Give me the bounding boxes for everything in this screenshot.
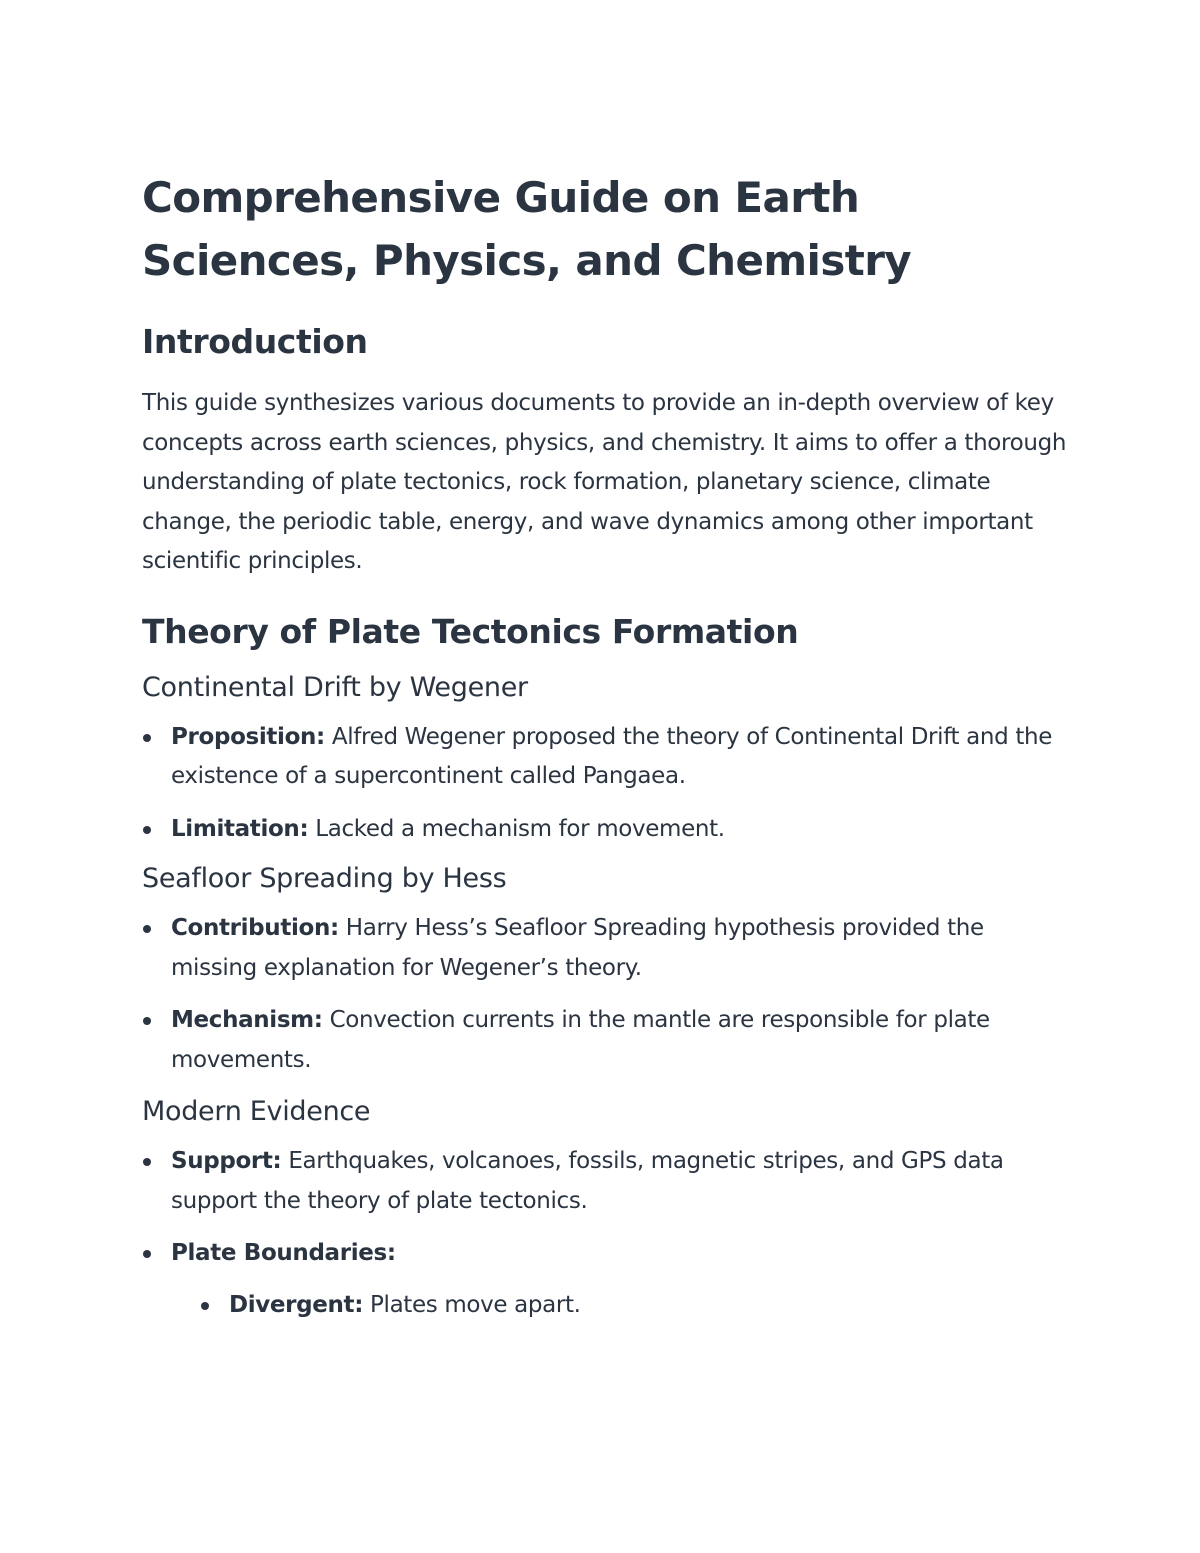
document-page: [142, 166, 1072, 1325]
list-item-term: Contribution:: [171, 915, 339, 941]
introduction-heading: Introduction: [142, 322, 368, 361]
list-item: [200, 1286, 1072, 1326]
seafloor-spreading-heading: Seafloor Spreading by Hess: [142, 863, 507, 894]
list-item-term: Support:: [171, 1148, 282, 1174]
list-item: [142, 1142, 1072, 1221]
seafloor-spreading-section: [142, 861, 1072, 1080]
bullet-icon: [143, 1250, 151, 1258]
list-item-term: Plate Boundaries:: [171, 1240, 396, 1266]
modern-evidence-list: [142, 1142, 1072, 1325]
bullet-icon: [201, 1302, 209, 1310]
list-item-text: Alfred Wegener proposed the theory of Continental Drift and the existence of a supercontinent called Pangaea.: [171, 723, 1053, 789]
bullet-icon: [143, 734, 151, 742]
list-item-term: Proposition:: [171, 723, 325, 750]
continental-drift-list: [142, 718, 1072, 850]
plate-boundaries-sublist: [200, 1286, 1072, 1326]
bullet-icon: [143, 1017, 151, 1025]
continental-drift-heading: Continental Drift by Wegener: [142, 671, 528, 703]
list-item-term: Limitation:: [171, 815, 309, 842]
bullet-icon: [143, 826, 151, 834]
list-item: [142, 1001, 1072, 1080]
list-item: [142, 909, 1072, 988]
list-item-term: Divergent:: [229, 1291, 364, 1318]
document-title: Comprehensive Guide on Earth Sciences, Physics, and Chemistry: [142, 173, 912, 285]
list-item-text: Earthquakes, volcanoes, fossils, magnetic stripes, and GPS data support the theory of plate tectonics.: [171, 1148, 1004, 1214]
modern-evidence-section: [142, 1094, 1072, 1325]
bullet-icon: [143, 925, 151, 933]
list-item-text: Harry Hess’s Seafloor Spreading hypothesis provided the missing explanation for Wegener’s theory.: [171, 915, 984, 981]
bullet-icon: [143, 1158, 151, 1166]
list-item: [142, 1234, 1072, 1325]
seafloor-spreading-list: [142, 909, 1072, 1080]
list-item-text: Convection currents in the mantle are responsible for plate movements.: [171, 1007, 990, 1073]
list-item-text: Lacked a mechanism for movement.: [308, 815, 725, 842]
introduction-paragraph: This guide synthesizes various documents to provide an in-depth overview of key concepts across earth sciences, physics, and chemistry. It aims to offer a thorough understanding of plate tectonics, rock formation, planetary science, climate change, the periodic table, energy, and wave dynamics among other important scientific principles.: [142, 390, 1067, 574]
list-item-text: Plates move apart.: [363, 1291, 581, 1318]
modern-evidence-heading: Modern Evidence: [142, 1096, 371, 1127]
list-item: [142, 718, 1072, 797]
continental-drift-section: [142, 670, 1072, 850]
list-item-term: Mechanism:: [171, 1007, 323, 1033]
list-item: [142, 810, 1072, 850]
plate-tectonics-heading: Theory of Plate Tectonics Formation: [142, 611, 799, 651]
